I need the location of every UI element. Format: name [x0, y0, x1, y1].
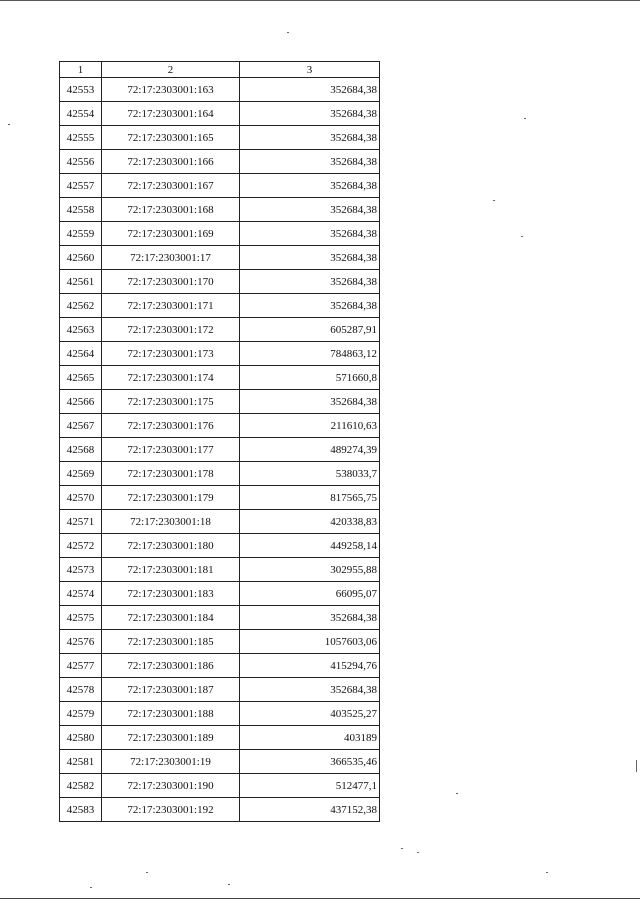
row-number-cell: 42569 [60, 462, 102, 486]
cadastral-value-cell: 352684,38 [240, 246, 380, 270]
cadastral-value-cell: 352684,38 [240, 222, 380, 246]
row-number-cell: 42565 [60, 366, 102, 390]
row-number-cell: 42583 [60, 798, 102, 822]
cadastral-value-cell: 352684,38 [240, 390, 380, 414]
cadastral-value-cell: 352684,38 [240, 678, 380, 702]
cadastral-value-cell: 302955,88 [240, 558, 380, 582]
cadastral-value-cell: 437152,38 [240, 798, 380, 822]
cadastral-value-cell: 784863,12 [240, 342, 380, 366]
cadastral-value-cell: 512477,1 [240, 774, 380, 798]
row-number-cell: 42555 [60, 126, 102, 150]
cadastral-value-cell: 352684,38 [240, 102, 380, 126]
scan-speck [524, 118, 526, 119]
table-row [60, 462, 380, 486]
table-row [60, 294, 380, 318]
table-row [60, 774, 380, 798]
column-header-2: 2 [102, 62, 240, 78]
row-number-cell: 42562 [60, 294, 102, 318]
cadastral-value-cell: 489274,39 [240, 438, 380, 462]
cadastral-value-cell: 352684,38 [240, 294, 380, 318]
cadastral-number-cell: 72:17:2303001:184 [102, 606, 240, 630]
table-row [60, 702, 380, 726]
row-number-cell: 42577 [60, 654, 102, 678]
row-number-cell: 42570 [60, 486, 102, 510]
cadastral-number-cell: 72:17:2303001:173 [102, 342, 240, 366]
row-number-cell: 42571 [60, 510, 102, 534]
row-number-cell: 42568 [60, 438, 102, 462]
cadastral-number-cell: 72:17:2303001:177 [102, 438, 240, 462]
row-number-cell: 42557 [60, 174, 102, 198]
scan-speck [456, 793, 458, 794]
scan-speck [636, 760, 637, 772]
scan-speck [8, 124, 10, 125]
cadastral-value-cell: 403525,27 [240, 702, 380, 726]
cadastral-number-cell: 72:17:2303001:188 [102, 702, 240, 726]
row-number-cell: 42563 [60, 318, 102, 342]
row-number-cell: 42554 [60, 102, 102, 126]
row-number-cell: 42573 [60, 558, 102, 582]
row-number-cell: 42567 [60, 414, 102, 438]
table-row [60, 222, 380, 246]
cadastral-number-cell: 72:17:2303001:19 [102, 750, 240, 774]
cadastral-value-cell: 352684,38 [240, 198, 380, 222]
cadastral-number-cell: 72:17:2303001:176 [102, 414, 240, 438]
row-number-cell: 42579 [60, 702, 102, 726]
table-header [60, 62, 380, 78]
cadastral-value-cell: 817565,75 [240, 486, 380, 510]
table-row [60, 438, 380, 462]
row-number-cell: 42580 [60, 726, 102, 750]
row-number-cell: 42581 [60, 750, 102, 774]
cadastral-number-cell: 72:17:2303001:183 [102, 582, 240, 606]
table-row [60, 750, 380, 774]
table-row [60, 534, 380, 558]
cadastral-number-cell: 72:17:2303001:168 [102, 198, 240, 222]
table-row [60, 654, 380, 678]
scan-speck [146, 872, 148, 873]
scan-speck [417, 852, 419, 853]
table-row [60, 174, 380, 198]
table-row [60, 582, 380, 606]
scan-speck [521, 236, 523, 237]
cadastral-number-cell: 72:17:2303001:175 [102, 390, 240, 414]
table-row [60, 606, 380, 630]
table-row [60, 798, 380, 822]
cadastral-number-cell: 72:17:2303001:186 [102, 654, 240, 678]
table-row [60, 246, 380, 270]
scan-top-edge [0, 0, 640, 1]
table-row [60, 198, 380, 222]
scan-bottom-edge [0, 898, 640, 899]
cadastral-value-cell: 66095,07 [240, 582, 380, 606]
table-row [60, 342, 380, 366]
table-row [60, 102, 380, 126]
row-number-cell: 42561 [60, 270, 102, 294]
row-number-cell: 42553 [60, 78, 102, 102]
cadastral-number-cell: 72:17:2303001:17 [102, 246, 240, 270]
cadastral-number-cell: 72:17:2303001:190 [102, 774, 240, 798]
cadastral-value-cell: 449258,14 [240, 534, 380, 558]
cadastral-number-cell: 72:17:2303001:174 [102, 366, 240, 390]
table-row [60, 318, 380, 342]
cadastral-value-cell: 352684,38 [240, 150, 380, 174]
row-number-cell: 42556 [60, 150, 102, 174]
cadastral-number-cell: 72:17:2303001:192 [102, 798, 240, 822]
table-row [60, 486, 380, 510]
cadastral-number-cell: 72:17:2303001:187 [102, 678, 240, 702]
cadastral-number-cell: 72:17:2303001:178 [102, 462, 240, 486]
cadastral-value-table [59, 61, 380, 822]
cadastral-number-cell: 72:17:2303001:172 [102, 318, 240, 342]
scan-speck [546, 872, 548, 873]
cadastral-number-cell: 72:17:2303001:164 [102, 102, 240, 126]
cadastral-number-cell: 72:17:2303001:180 [102, 534, 240, 558]
row-number-cell: 42575 [60, 606, 102, 630]
table-row [60, 366, 380, 390]
cadastral-value-cell: 403189 [240, 726, 380, 750]
table-row [60, 678, 380, 702]
cadastral-number-cell: 72:17:2303001:170 [102, 270, 240, 294]
scan-speck [287, 32, 289, 33]
cadastral-number-cell: 72:17:2303001:169 [102, 222, 240, 246]
cadastral-value-cell: 366535,46 [240, 750, 380, 774]
column-header-1: 1 [60, 62, 102, 78]
cadastral-value-cell: 352684,38 [240, 126, 380, 150]
table-row [60, 558, 380, 582]
cadastral-number-cell: 72:17:2303001:18 [102, 510, 240, 534]
scan-speck [90, 887, 92, 888]
cadastral-number-cell: 72:17:2303001:167 [102, 174, 240, 198]
row-number-cell: 42566 [60, 390, 102, 414]
row-number-cell: 42558 [60, 198, 102, 222]
cadastral-number-cell: 72:17:2303001:171 [102, 294, 240, 318]
row-number-cell: 42576 [60, 630, 102, 654]
row-number-cell: 42564 [60, 342, 102, 366]
table-row [60, 726, 380, 750]
table-row [60, 414, 380, 438]
row-number-cell: 42578 [60, 678, 102, 702]
row-number-cell: 42560 [60, 246, 102, 270]
header-row [60, 62, 380, 78]
cadastral-number-cell: 72:17:2303001:185 [102, 630, 240, 654]
cadastral-number-cell: 72:17:2303001:189 [102, 726, 240, 750]
row-number-cell: 42559 [60, 222, 102, 246]
row-number-cell: 42582 [60, 774, 102, 798]
scan-speck [493, 200, 495, 201]
table-row [60, 78, 380, 102]
row-number-cell: 42572 [60, 534, 102, 558]
cadastral-value-cell: 415294,76 [240, 654, 380, 678]
cadastral-value-cell: 1057603,06 [240, 630, 380, 654]
table-row [60, 630, 380, 654]
table-row [60, 510, 380, 534]
cadastral-number-cell: 72:17:2303001:179 [102, 486, 240, 510]
cadastral-value-cell: 352684,38 [240, 270, 380, 294]
cadastral-value-cell: 605287,91 [240, 318, 380, 342]
table-row [60, 126, 380, 150]
table-row [60, 390, 380, 414]
cadastral-number-cell: 72:17:2303001:166 [102, 150, 240, 174]
cadastral-value-cell: 352684,38 [240, 78, 380, 102]
cadastral-number-cell: 72:17:2303001:163 [102, 78, 240, 102]
scan-speck [228, 884, 230, 885]
cadastral-number-cell: 72:17:2303001:165 [102, 126, 240, 150]
cadastral-value-cell: 571660,8 [240, 366, 380, 390]
cadastral-number-cell: 72:17:2303001:181 [102, 558, 240, 582]
cadastral-value-cell: 420338,83 [240, 510, 380, 534]
cadastral-value-cell: 538033,7 [240, 462, 380, 486]
cadastral-value-cell: 352684,38 [240, 174, 380, 198]
row-number-cell: 42574 [60, 582, 102, 606]
table-row [60, 150, 380, 174]
table-body [60, 78, 380, 822]
cadastral-value-cell: 211610,63 [240, 414, 380, 438]
scan-speck [401, 848, 403, 849]
table-row [60, 270, 380, 294]
cadastral-value-cell: 352684,38 [240, 606, 380, 630]
column-header-3: 3 [240, 62, 380, 78]
